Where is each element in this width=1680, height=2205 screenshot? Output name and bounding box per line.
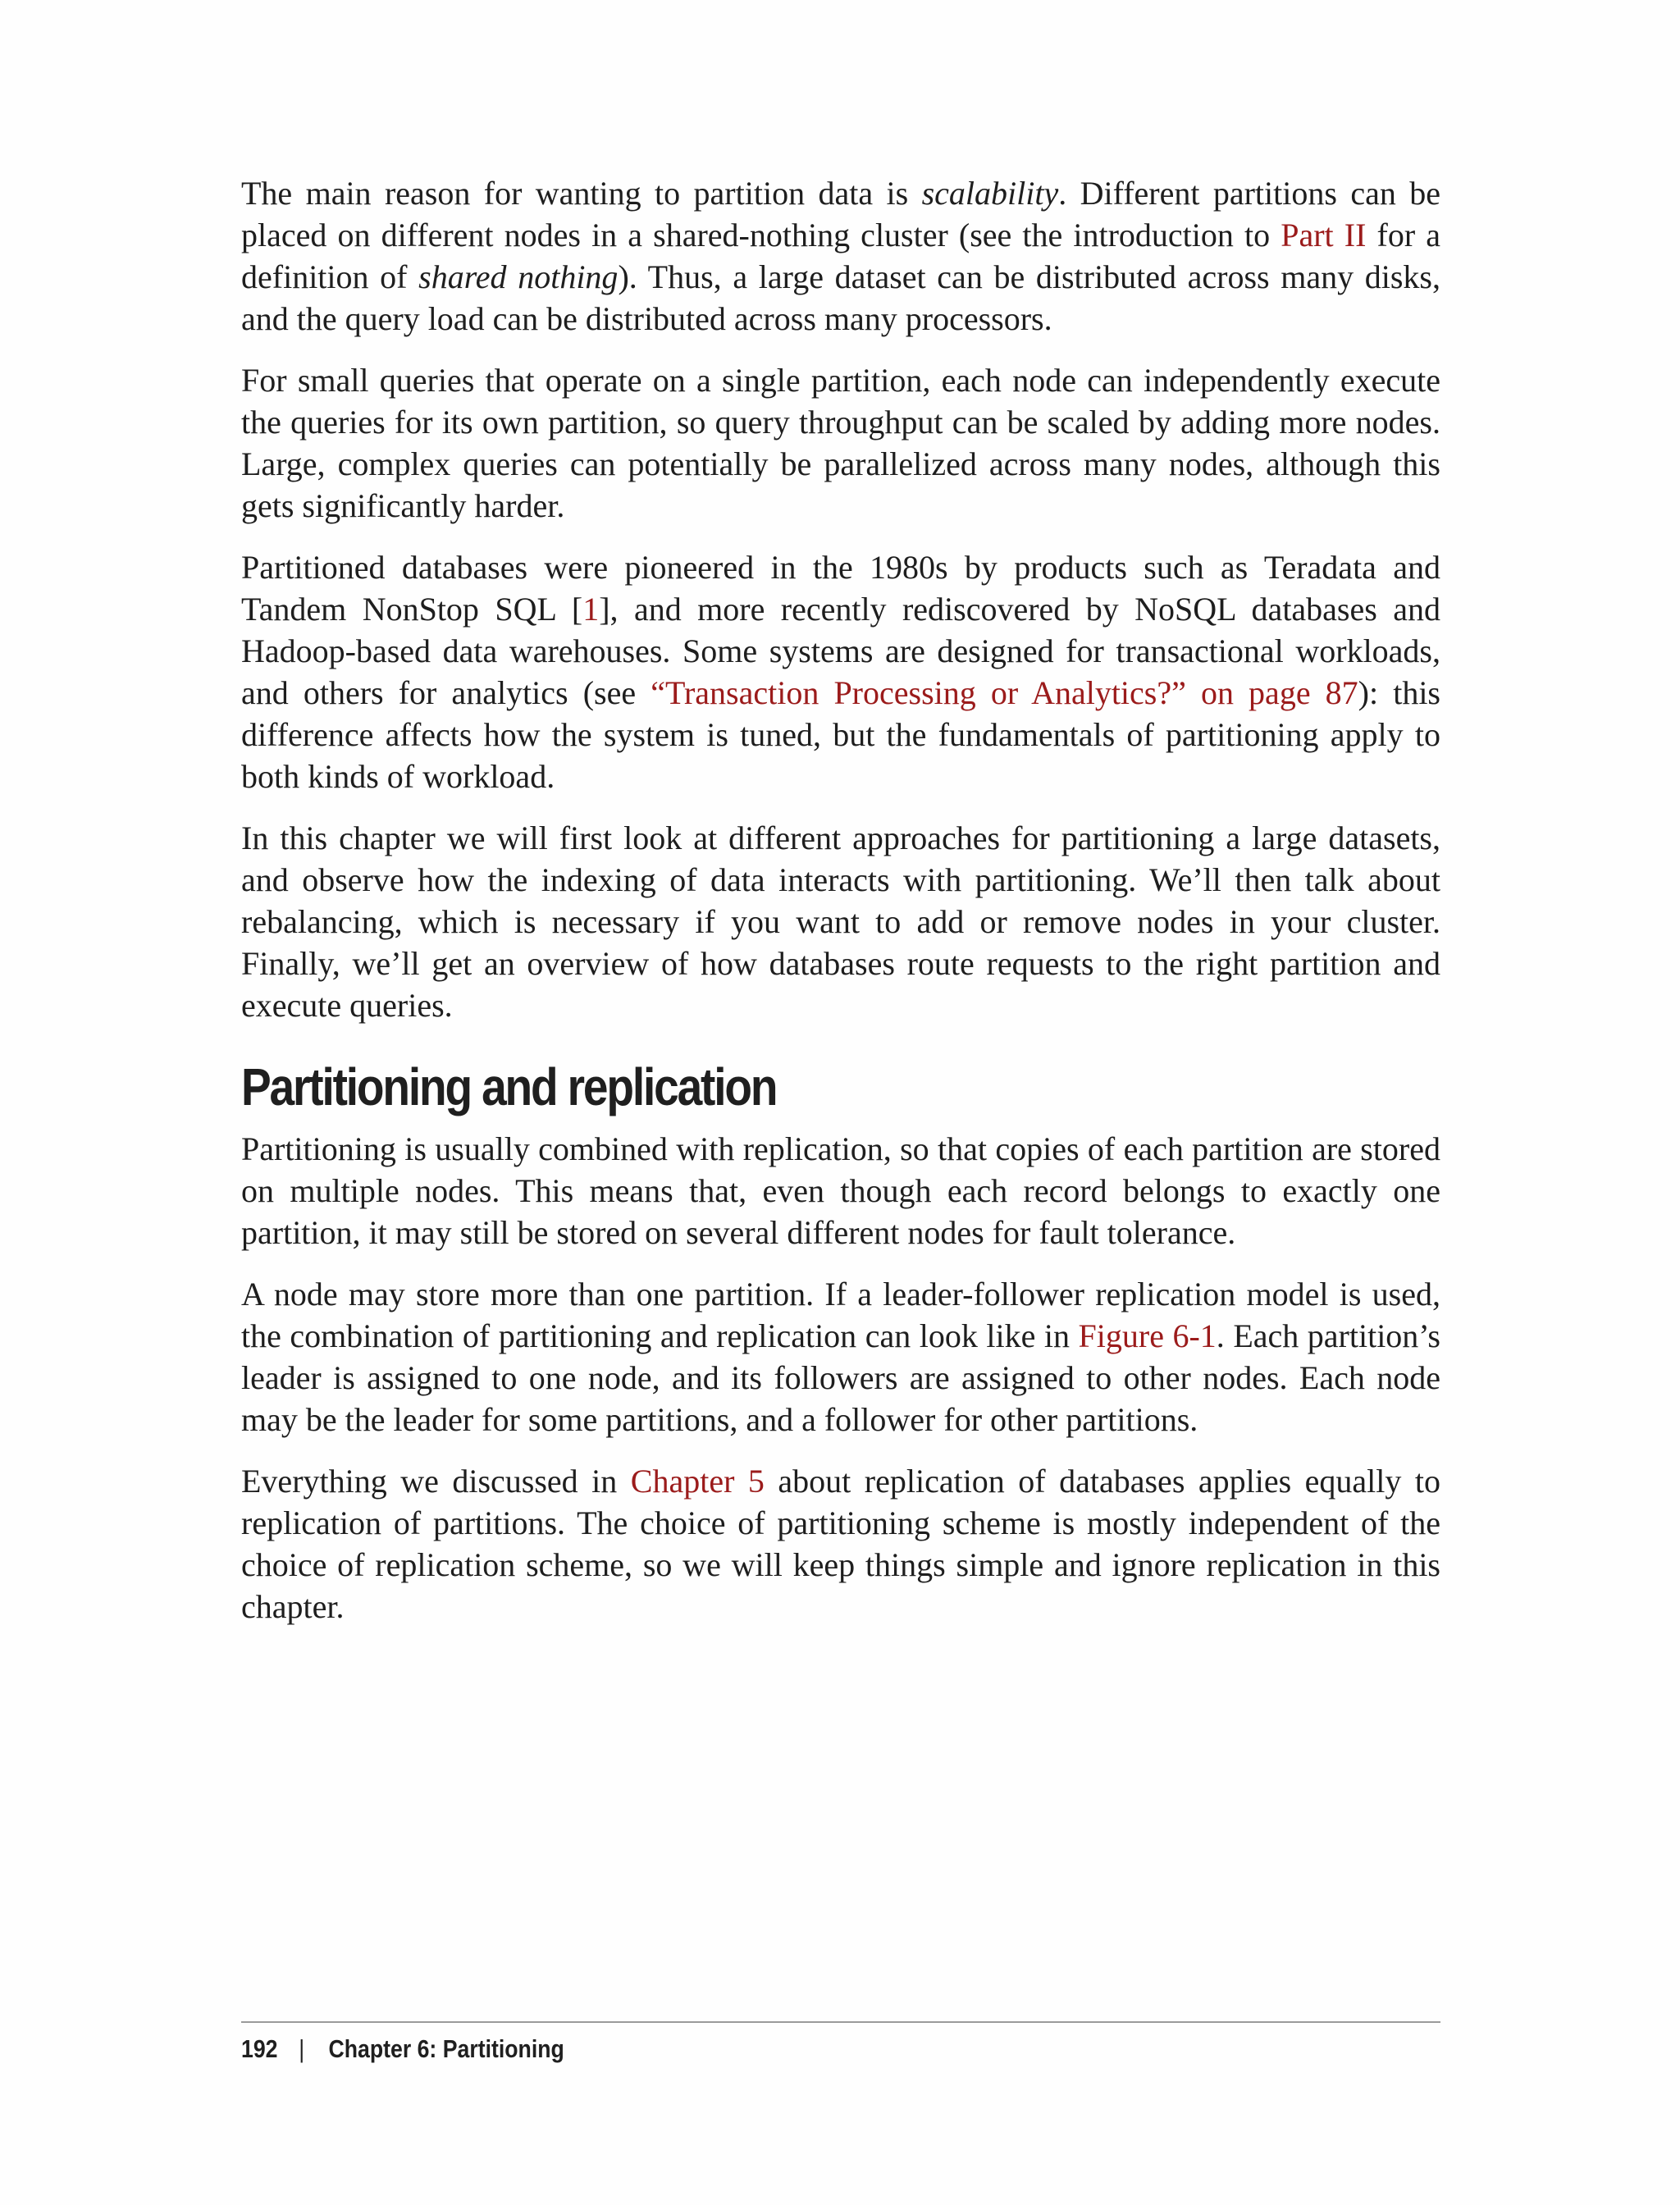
cross-reference-link[interactable]: Chapter 5 [630,1463,765,1500]
paragraph-text: For small queries that operate on a single partition, each node can independently execute the queries for its own partition, so query throughput can be scaled by adding more nodes. Large, complex queries can potentially be parallelized across many nodes, although this gets significantly harder. [241,362,1440,524]
paragraph-text: . Each partition’s leader is assigned to one node, and its followers are assigned to other nodes. Each node may be the leader for some partitions, and a follower for other partitions. [241,1317,1440,1438]
footer-chapter-title: Chapter 6: Partitioning [328,2034,564,2063]
paragraph [241,546,1440,797]
emphasis-text: shared nothing [418,258,619,295]
paragraph-text: . Different partitions can be placed on different nodes in a shared-nothing cluster (see the introduction to [241,175,1440,253]
paragraph-text: Everything we discussed in [241,1463,631,1500]
cross-reference-link[interactable]: Part II [1281,217,1367,253]
cross-reference-link[interactable]: “Transaction Processing or Analytics?” on page 87 [651,674,1358,711]
footer-separator: | [299,2034,305,2063]
cross-reference-link[interactable]: 1 [582,591,600,628]
cross-reference-link[interactable]: Figure 6-1 [1078,1317,1217,1354]
paragraph-text: ): this difference affects how the system is tuned, but the fundamentals of partitioning apply to both kinds of workload. [241,674,1440,795]
page-footer [241,2034,564,2064]
intro-paragraphs [241,172,1440,1026]
paragraph [241,1460,1440,1628]
section-paragraphs [241,1128,1440,1628]
paragraph-text: ], and more recently rediscovered by NoSQL databases and Hadoop-based data warehouses. Some systems are designed for transactional workloads, and others for analytics (see [241,591,1441,711]
paragraph-text: In this chapter we will first look at different approaches for partitioning a large datasets, and observe how the indexing of data interacts with partitioning. We’ll then talk about rebalancing, which is necessary if you want to add or remove nodes in your cluster. Finally, we’ll get an overview of how databases route requests to the right partition and execute queries. [241,819,1440,1024]
paragraph [241,359,1440,527]
page-content [241,172,1440,1647]
section-heading: Partitioning and replication [241,1057,777,1116]
paragraph-text: Partitioned databases were pioneered in the 1980s by products such as Teradata and Tandem NonStop SQL [ [241,549,1440,628]
paragraph [241,1128,1440,1253]
emphasis-text: scalability [921,175,1059,212]
footer-rule [241,2021,1440,2023]
paragraph [241,1273,1440,1440]
paragraph [241,172,1440,340]
paragraph-text: about replication of databases applies equally to replication of partitions. The choice of partitioning scheme is mostly independent of the choice of replication scheme, so we will keep things simple and ignore replication in this chapter. [241,1463,1441,1625]
paragraph-text: A node may store more than one partition. If a leader-follower replication model is used, the combination of partitioning and replication can look like in [241,1276,1440,1354]
paragraph-text: for a definition of [241,217,1441,295]
page-number: 192 [241,2034,278,2063]
paragraph-text: The main reason for wanting to partition data is [241,175,922,212]
paragraph-text: ). Thus, a large dataset can be distributed across many disks, and the query load can be distributed across many processors. [241,258,1440,337]
paragraph [241,817,1440,1026]
paragraph-text: Partitioning is usually combined with replication, so that copies of each partition are stored on multiple nodes. This means that, even though each record belongs to exactly one partition, it may still be stored on several different nodes for fault tolerance. [241,1130,1440,1251]
